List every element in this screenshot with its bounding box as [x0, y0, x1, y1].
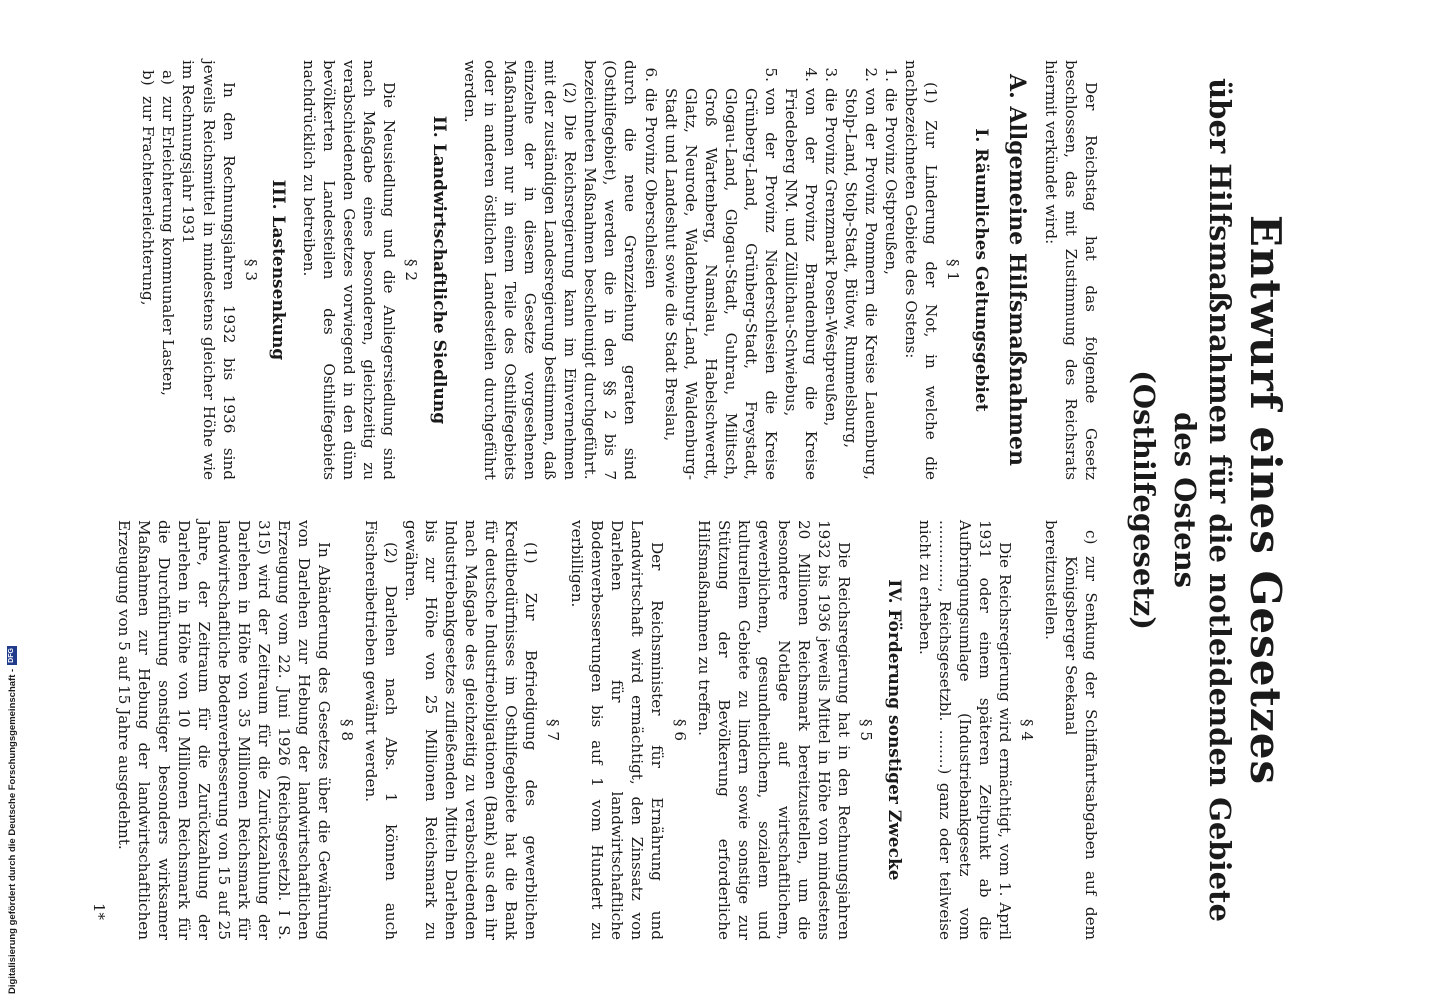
list-item: 6. die Provinz Oberschlesien: [641, 67, 660, 289]
list-item: 4. von der Provinz Brandenburg die Kreise Friedeberg NM. und Züllichau-Schwiebus,: [781, 67, 821, 480]
list-item: 3. die Provinz Grenzmark Posen-Westpreußen,: [822, 67, 841, 427]
paragraph-2-text: Die Neusiedlung und die Anliegersiedlung sind nach Maßgabe eines besonderen, gleichzeitig zu verabschiedenden Gesetzes vorwiegend in den dünn bevölkerten Landesteilen des Osthilfegebiets nachdrücklich zu betreiben.: [300, 60, 399, 480]
paragraph-4-mark: § 4: [1017, 718, 1036, 742]
paragraph-1-intro: (1) Zur Linderung der Not, in welche die nachbezeichneten Gebiete des Ostens:: [902, 60, 941, 480]
list-item: 1. die Provinz Ostpreußen,: [882, 67, 901, 275]
region-list: [640, 60, 901, 480]
document-page: [89, 0, 1407, 1000]
paragraph-2-mark: § 2: [402, 258, 421, 282]
dfg-logo: DFG: [8, 648, 15, 663]
digitization-credit: [6, 606, 16, 994]
document-title: Entwurf eines Gesetzes: [1241, 214, 1290, 786]
paragraph-5-text: Die Reichsregierung hat in den Rechnungsjahren 1932 bis 1936 jeweils Mittel in Höhe von mindestens 20 Millionen Reichsmark bereitzustellen, um die besondere Notlage auf wirtschaftlichem, gewerblichem, gesundheitlichem, sozialem und kulturellem Gebiete zu lindern sowie sonstige zur Stützung der Bevölkerung erforderliche Hilfsmaßnahmen zu treffen.: [694, 520, 854, 940]
paragraph-7-clause-1: (1) Zur Befriedigung des gewerblichen Kreditbedürfnisses im Osthilfegebiete hat die Bank für deutsche Industrieobligationen (Bank) aus den ihr nach Maßgabe des gleichzeitig zu verabschiedenden Industriebankgesetzes zufließenden Mitteln Darlehen bis zur Höhe von 25 Millionen Reichsmark zu gewähren.: [401, 520, 541, 940]
preamble: Der Reichstag hat das folgende Gesetz beschlossen, das mit Zustimmung des Reichsrats hiermit verkündet wird:: [1041, 60, 1101, 480]
paragraph-1-clause-2: (2) Die Reichsregierung kann im Einvernehmen mit der zuständigen Landesregierung bestimmen, daß einzelne der in diesem Gesetze vorgesehenen Maßnahmen nur in einem Teile des Osthilfegebiets oder in anderen östlichen Landesteilen durchgeführt werden.: [460, 60, 580, 480]
list-item: b) zur Frachtenerleichterung,: [139, 70, 158, 306]
paragraph-3-continuation: bereitzustellen.: [1041, 520, 1060, 640]
section-a-heading: A. Allgemeine Hilfsmaßnahmen: [1003, 74, 1030, 466]
paragraph-8-mark: § 8: [337, 718, 356, 742]
section-iii-heading: III. Lastensenkung: [268, 179, 289, 361]
paragraph-5-mark: § 5: [857, 718, 876, 742]
paragraph-1-continuation: durch die neue Grenzziehung geraten sind (Osthilfegebiet), werden die in den §§ 2 bis 7 bezeichneten Maßnahmen beschleunigt durchgeführt.: [581, 60, 640, 480]
paragraph-4-text: Die Reichsregierung wird ermächtigt, vom 1. April 1931 oder einem späteren Zeitpunkt ab die Aufbringungsumlage (Industriebankgesetz vom .............., Reichsgesetzbl. ........) ganz oder teilweise nicht zu erheben.: [915, 520, 1014, 940]
paragraph-1-mark: § 1: [944, 258, 963, 282]
list-item: a) zur Erleichterung kommunaler Lasten,: [159, 70, 178, 397]
paragraph-3-mark: § 3: [241, 258, 260, 282]
list-item: 5. von der Provinz Niederschlesien die Kreise Grünberg-Land, Grünberg-Stadt, Freystadt, Glogau-Land, Glogau-Stadt, Guhrau, Militsch, Groß Wartenberg, Namslau, Habelschwerdt, Glatz, Neurode, Waldenburg-Land, Waldenburg-Stadt und Landeshut sowie die Stadt Breslau,: [661, 67, 780, 480]
page-marker: 1*: [89, 902, 108, 920]
section-i-heading: I. Räumliches Geltungsgebiet: [970, 128, 991, 412]
short-title: (Osthilfegesetz): [1127, 370, 1162, 630]
paragraph-8-text: In Abänderung des Gesetzes über die Gewährung von Darlehen zur Hebung der landwirtschaftlichen Erzeugung vom 22. Juni 1926 (Reichsgesetzbl. I S. 315) wird der Zeitraum für die Zurückzahlung der Darlehen in Höhe von 35 Millionen Reichsmark für landwirtschaftliche Bodenverbesserung von 15 auf 25 Jahre, der Zeitraum für die Zurückzahlung der Darlehen in Höhe von 10 Millionen Reichsmark für die Durchführung sonstiger besonders wirksamer Maßnahmen zur Hebung der landwirtschaftlichen Erzeugung von 5 auf 15 Jahre ausgedehnt.: [114, 520, 334, 940]
paragraph-6-text: Der Reichsminister für Ernährung und Landwirtschaft wird ermächtigt, den Zinssatz von Darlehen für landwirtschaftliche Bodenverbesserungen bis auf 1 vom Hundert zu verbilligen.: [568, 520, 667, 940]
left-column: [88, 60, 1101, 480]
text-columns: [88, 60, 1101, 940]
section-iv-heading: IV. Förderung sonstiger Zwecke: [883, 579, 904, 881]
list-item: 2. von der Provinz Pommern die Kreise Lauenburg, Stolp-Land, Stolp-Stadt, Bütow, Rummelsburg,: [842, 67, 881, 480]
paragraph-7-mark: § 7: [544, 718, 563, 742]
document-subtitle: über Hilfsmaßnahmen für die notleidenden Gebiete des Ostens: [1167, 78, 1237, 922]
credit-text: Digitalisierung gefördert durch die Deutsche Forschungsgemeinschaft -: [6, 668, 18, 994]
paragraph-3-text: In den Rechnungsjahren 1932 bis 1936 sind jeweils Reichsmittel in mindestens gleicher Höhe wie im Rechnungsjahr 1931: [179, 60, 238, 480]
paragraph-6-mark: § 6: [670, 718, 689, 742]
list-item: c) zur Senkung der Schiffahrtsabgaben auf dem Königsberger Seekanal: [1062, 530, 1101, 940]
paragraph-7-clause-2: (2) Darlehen nach Abs. 1 können auch Fischereibetrieben gewährt werden.: [361, 520, 400, 940]
right-column: [88, 520, 1101, 940]
section-ii-heading: II. Landwirtschaftliche Siedlung: [428, 115, 449, 425]
